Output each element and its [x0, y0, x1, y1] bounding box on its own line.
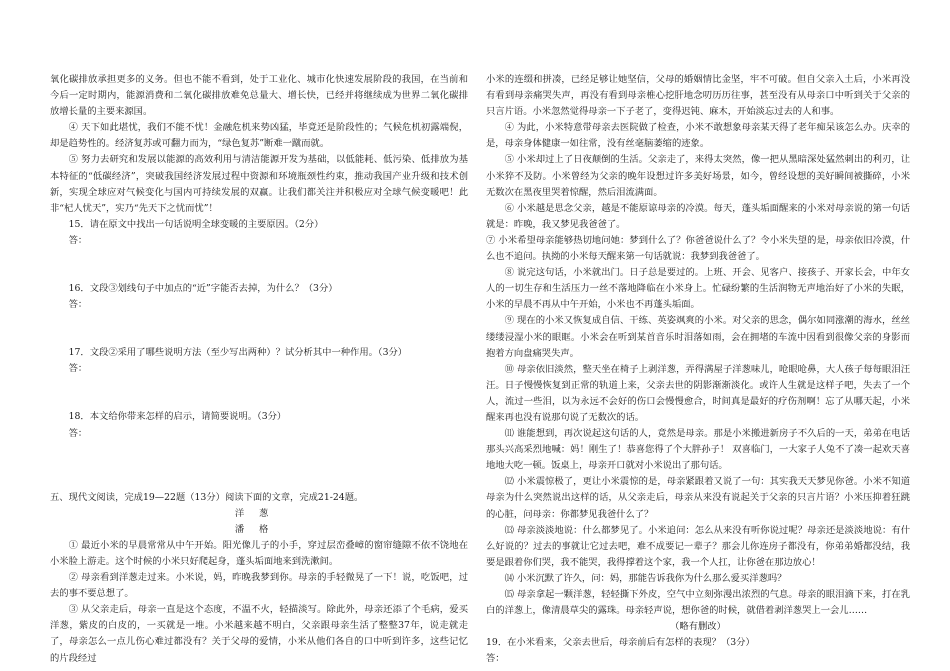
paragraph-5-left: ⑤ 努力去研究和发展以能源的高效利用与清洁能源开发为基础，以低能耗、低污染、低排放为基本特征的“低碳经济”，突破我国经济发展过程中资源和环境瓶颈性约束，推动我国产业升级和技术创新，实现全球应对气候变化与国内可持续发展的双赢。让我们都关注并积极应对全球气候变暖吧！此非“杞人忧天”，实乃“先天下之忧而忧”！ [50, 154, 468, 214]
essay-paragraph-8: ⑧ 说完这句话，小米就出门。日子总是要过的。上班、开会、见客户、接孩子、开家长会，中年女人的一切生存和生活压力一丝不落地降临在小米身上。忙碌纷繁的生活润物无声地治好了小米的失眠，小米的早晨不再从中午开始，小米也不再蓬头垢面。 [486, 267, 910, 311]
essay-paragraph-10: ⑩ 母亲依旧淡然，整天坐在椅子上剥洋葱，弄得满屋子洋葱味儿，呛眼呛鼻，大人孩子每每眼泪汪汪。日子慢慢恢复到正常的轨道上来，父亲去世的阴影渐渐淡化。或许人生就是这样子吧，失去了一个人，流过一些泪，以为永远不会好的伤口会慢慢愈合，时间真是最好的疗伤剂啊！忘了从哪天起，小米醒来再也没有说那句说了无数次的话。 [486, 363, 910, 423]
question-15: 15．请在原文中找出一句话说明全球变暖的主要原因。（2分） [68, 218, 324, 230]
essay-paragraph-12: ⑿ 小米震惊极了，更让小米震惊的是，母亲紧跟着又说了一句：其实我天天梦见你爸。小米不知道母亲为什么突然说出这样的话，从父亲走后，母亲从来没有说起关于父亲的只言片语？小米压抑着狂跳的心脏，问母亲：你都梦见我爸什么了？ [486, 476, 910, 520]
question-19: 19．在小米看来，父亲去世后，母亲前后有怎样的表现？（3分） [486, 637, 755, 649]
essay-paragraph-3-continued: 小米的连缀和拼凑，已经足够让她坚信，父母的婚姻情比金坚，牢不可破。但自父亲入土后，小米再没有看到母亲痛哭失声，再没有看到母亲椎心挖肝地念叨历历往事，甚至没有从母亲口中听到关于父亲的只言片语。小米忽然觉得母亲一下子老了，变得迟钝、麻木，开始淡忘过去的人和事。 [486, 74, 910, 118]
essay-paragraph-7: ⑦ 小米希望母亲能够热切地问她：梦到什么了？你爸爸说什么了？令小米失望的是，母亲依旧冷漠，什么也不追问。执拗的小米每天醒来第一句话就说：我梦到我爸爸了。 [486, 234, 910, 263]
essay-paragraph-11: ⑾ 谁能想到，再次说起这句话的人，竟然是母亲。那是小米搬进新房子不久后的一天，弟弟在电话那头兴高采烈地喊：妈！刚生了！恭喜您得了个大胖孙子！ 双喜临门，一大家子人兔不了凑一起欢天喜地地大吃一顿。饭桌上，母亲开口就对小米说出了那句话。 [486, 428, 910, 472]
essay-paragraph-14: ⒁ 小米沉默了许久，问：妈，那能告诉我你为什么那么爱买洋葱吗？ [504, 572, 787, 584]
essay-paragraph-15: ⒂ 母亲拿起一颗洋葱，轻轻撕下外皮，空气中立刻弥漫出浓烈的气息。母亲的眼泪滴下来，打在乳白的洋葱上，像清晨草尖的露珠。母亲轻声说，想你爸的时候，就借着剥洋葱哭上一会儿…… [486, 589, 910, 617]
essay-paragraph-9: ⑨ 现在的小米又恢复成自信、干练、英姿飒爽的小米。对父亲的思念，偶尔如同涨潮的海水，丝丝缕缕浸湿小米的眼眶。小米会在听到某首音乐时泪落如雨，会在拥堵的车流中因看到很像父亲的身影而抱着方向盘痛哭失声。 [486, 315, 910, 359]
answer-label-15: 答： [68, 234, 88, 246]
section-5-heading: 五、现代文阅读，完成19—22题（13分）阅读下面的文章，完成21-24题。 [50, 491, 364, 503]
essay-title: 洋葱 [234, 507, 284, 519]
essay-author: 潘格 [234, 523, 284, 535]
question-17: 17．文段②采用了哪些说明方法（至少写出两种）？试分析其中一种作用。（3分） [68, 347, 408, 359]
essay-paragraph-2: ② 母亲看到洋葱走过来。小米说，妈，昨晚我梦到你。母亲的手轻微晃了一下！说，吃饭吧，过去的事不要总想了。 [50, 572, 468, 600]
essay-paragraph-1: ① 最近小米的早晨常常从中午开始。阳光像儿子的小手，穿过层峦叠嶂的窗帘缝隙不依不饶地在小米脸上游走。这个时候的小米只好爬起身，蓬头垢面地来到洗漱间。 [50, 539, 468, 567]
question-18: 18．本文给你带来怎样的启示，请简要说明。（3分） [68, 411, 287, 423]
essay-paragraph-3: ③ 从父亲走后，母亲一直是这个态度，不温不火，轻描淡写。除此外，母亲还添了个毛病，爱买洋葱，紫皮的白皮的，一买就是一堆。小米越来越不明白，父亲跟母亲生活了整整37年，说走就走了，母亲怎么一点儿伤心难过都没有？关于父母的爱情，小米从他们各自的口中听到许多，这些记忆的片段经过 [50, 604, 468, 664]
answer-label-18: 答： [68, 427, 88, 439]
essay-paragraph-4: ④ 为此，小米特意带母亲去医院做了检查，小米不敢想象母亲某天得了老年痴呆该怎么办。庆幸的是，母亲身体健康一如往常，没有丝毫脑萎缩的迹象。 [486, 122, 910, 150]
paragraph-4-left: ④ 天下如此堪忧，我们不能不忧！金融危机来势凶猛，毕竟还是阶段性的；气候危机初露端倪，却是趋势性的。经济复苏或可翻力而为，“绿色复苏”断难一蹴而就。 [50, 122, 468, 150]
right-column [486, 72, 910, 667]
question-16: 16．文段③划线句子中加点的“近”字能否去掉，为什么？（3分） [68, 283, 338, 295]
essay-paragraph-13: ⒀ 母亲淡淡地说：什么都梦见了。小米追问：怎么从来没有听你说过呢？母亲还是淡淡地说：有什么好说的？过去的事就让它过去吧，难不成要记一辈子？那会儿你连房子都没有，你弟弟婚都没结，我要是跟着你们哭，我不能哭，我得撑着这个家，我一个人扛，让你爸在那边放心！ [486, 524, 910, 568]
essay-paragraph-5: ⑤ 小米却过上了日夜颠倒的生活。父亲走了，来得太突然，像一把从黑暗深处猛然刺出的利刃，让小米猝不及防。小米曾经为父亲的晚年设想过许多美好场景，如今，曾经设想的美好瞬间被撕碎，小米无数次在黑夜里哭着惊醒，然后泪流满面。 [486, 154, 910, 198]
left-column [50, 72, 468, 667]
answer-label-17: 答： [68, 363, 88, 375]
answer-label-16: 答： [68, 299, 88, 311]
omitted-note: （略有删改） [670, 621, 726, 633]
essay-paragraph-6: ⑥ 小米越是思念父亲，越是不能原谅母亲的冷漠。每天，蓬头垢面醒来的小米对母亲说的第一句话就是：昨晚，我又梦见我爸爸了。 [486, 202, 910, 230]
answer-label-19: 答： [486, 653, 505, 665]
paragraph-intro-left: 氧化碳排放承担更多的义务。但也不能不看到，处于工业化、城市化快速发展阶段的我国，在当前和今后一定时期内，能源消费和二氧化碳排放难免总量大、增长快，已经并将继续成为世界二氧化碳排放增长量的主要来源国。 [50, 74, 468, 118]
